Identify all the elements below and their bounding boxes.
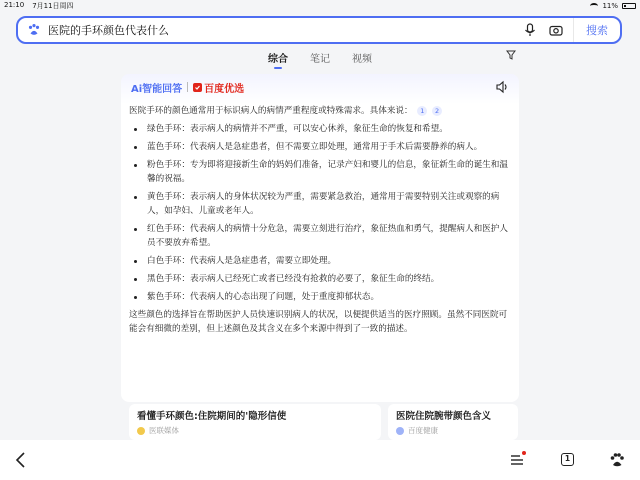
related-source	[137, 425, 373, 436]
youxuan-logo-icon	[193, 83, 202, 92]
related-source-name: 百度健康	[408, 426, 438, 435]
menu-icon[interactable]	[510, 453, 524, 467]
card-header	[121, 74, 519, 100]
list-item: 蓝色手环：代表病人是急症患者，但不需要立即处理，通常用于手术后需要静养的病人。	[129, 140, 511, 154]
list-item: 紫色手环：代表病人的心态出现了问题，处于重度抑郁状态。	[129, 290, 511, 304]
list-item: 黑色手环：表示病人已经死亡或者已经没有抢救的必要了，象征生命的终结。	[129, 272, 511, 286]
battery-percent: 11%	[602, 2, 618, 10]
source-logo-icon	[137, 427, 145, 435]
speaker-icon[interactable]	[495, 80, 509, 94]
answer-summary: 这些颜色的选择旨在帮助医护人员快速识别病人的状况，以便提供适当的医疗照顾。虽然不同医院可能会有细微的差别，但上述颜色及其含义在多个来源中得到了一致的描述。	[129, 310, 508, 334]
back-arrow-icon[interactable]	[14, 452, 28, 468]
battery-icon	[622, 3, 636, 9]
ai-answer-card	[121, 74, 519, 402]
answer-content	[121, 100, 519, 336]
wifi-icon	[590, 3, 598, 9]
color-list	[129, 122, 511, 304]
result-tabs	[0, 48, 640, 68]
answer-intro	[129, 104, 511, 118]
baidu-youxuan-label	[193, 80, 244, 95]
notification-dot	[522, 451, 526, 455]
ai-answer-label: Ai智能回答	[131, 83, 183, 95]
answer-intro-text: 医院手环的颜色通常用于标识病人的病情严重程度或特殊需求。具体来说：	[129, 106, 413, 116]
related-title: 看懂手环颜色:住院期间的'隐形信使	[137, 411, 287, 422]
search-input[interactable]	[48, 24, 521, 37]
related-card[interactable]	[129, 404, 381, 440]
list-item: 白色手环：代表病人是急症患者，需要立即处理。	[129, 254, 511, 268]
tab-count-button[interactable]: 1	[561, 453, 574, 466]
related-source-name: 医联媒体	[149, 426, 179, 435]
list-item: 绿色手环：表示病人的病情并不严重，可以安心休养，象征生命的恢复和希望。	[129, 122, 511, 136]
tab-notes[interactable]: 笔记	[310, 54, 330, 65]
bottom-toolbar	[0, 440, 640, 480]
citation-badge[interactable]: 2	[432, 106, 442, 116]
camera-icon[interactable]	[547, 21, 565, 39]
baidu-paw-icon[interactable]	[26, 22, 42, 38]
citation-badge[interactable]: 1	[417, 106, 427, 116]
tab-comprehensive[interactable]: 综合	[268, 48, 288, 68]
filter-icon[interactable]	[506, 50, 516, 60]
youxuan-text: 百度优选	[204, 83, 245, 95]
status-bar	[0, 0, 640, 12]
tab-video[interactable]: 视频	[352, 54, 372, 65]
list-item: 黄色手环：表示病人的身体状况较为严重，需要紧急救治，通常用于需要特别关注或观察的病人，如孕妇、儿童或老年人。	[129, 190, 511, 218]
list-item: 粉色手环：专为即将迎接新生命的妈妈们准备，记录产妇和婴儿的信息，象征新生命的诞生和温馨的祝福。	[129, 158, 511, 186]
status-time: 21:10	[4, 1, 25, 9]
related-card[interactable]	[388, 404, 518, 440]
related-title: 医院住院腕带颜色含义	[396, 411, 492, 422]
microphone-icon[interactable]	[521, 21, 539, 39]
divider	[187, 82, 188, 92]
related-source	[396, 425, 510, 436]
baidu-paw-icon[interactable]	[609, 452, 625, 468]
status-date: 7月11日周四	[32, 2, 74, 10]
search-bar	[16, 16, 622, 44]
source-logo-icon	[396, 427, 404, 435]
list-item: 红色手环：代表病人的病情十分危急，需要立刻进行治疗，象征热血和勇气，提醒病人和医护人员不要放弃希望。	[129, 222, 511, 250]
search-button[interactable]: 搜索	[573, 18, 620, 42]
